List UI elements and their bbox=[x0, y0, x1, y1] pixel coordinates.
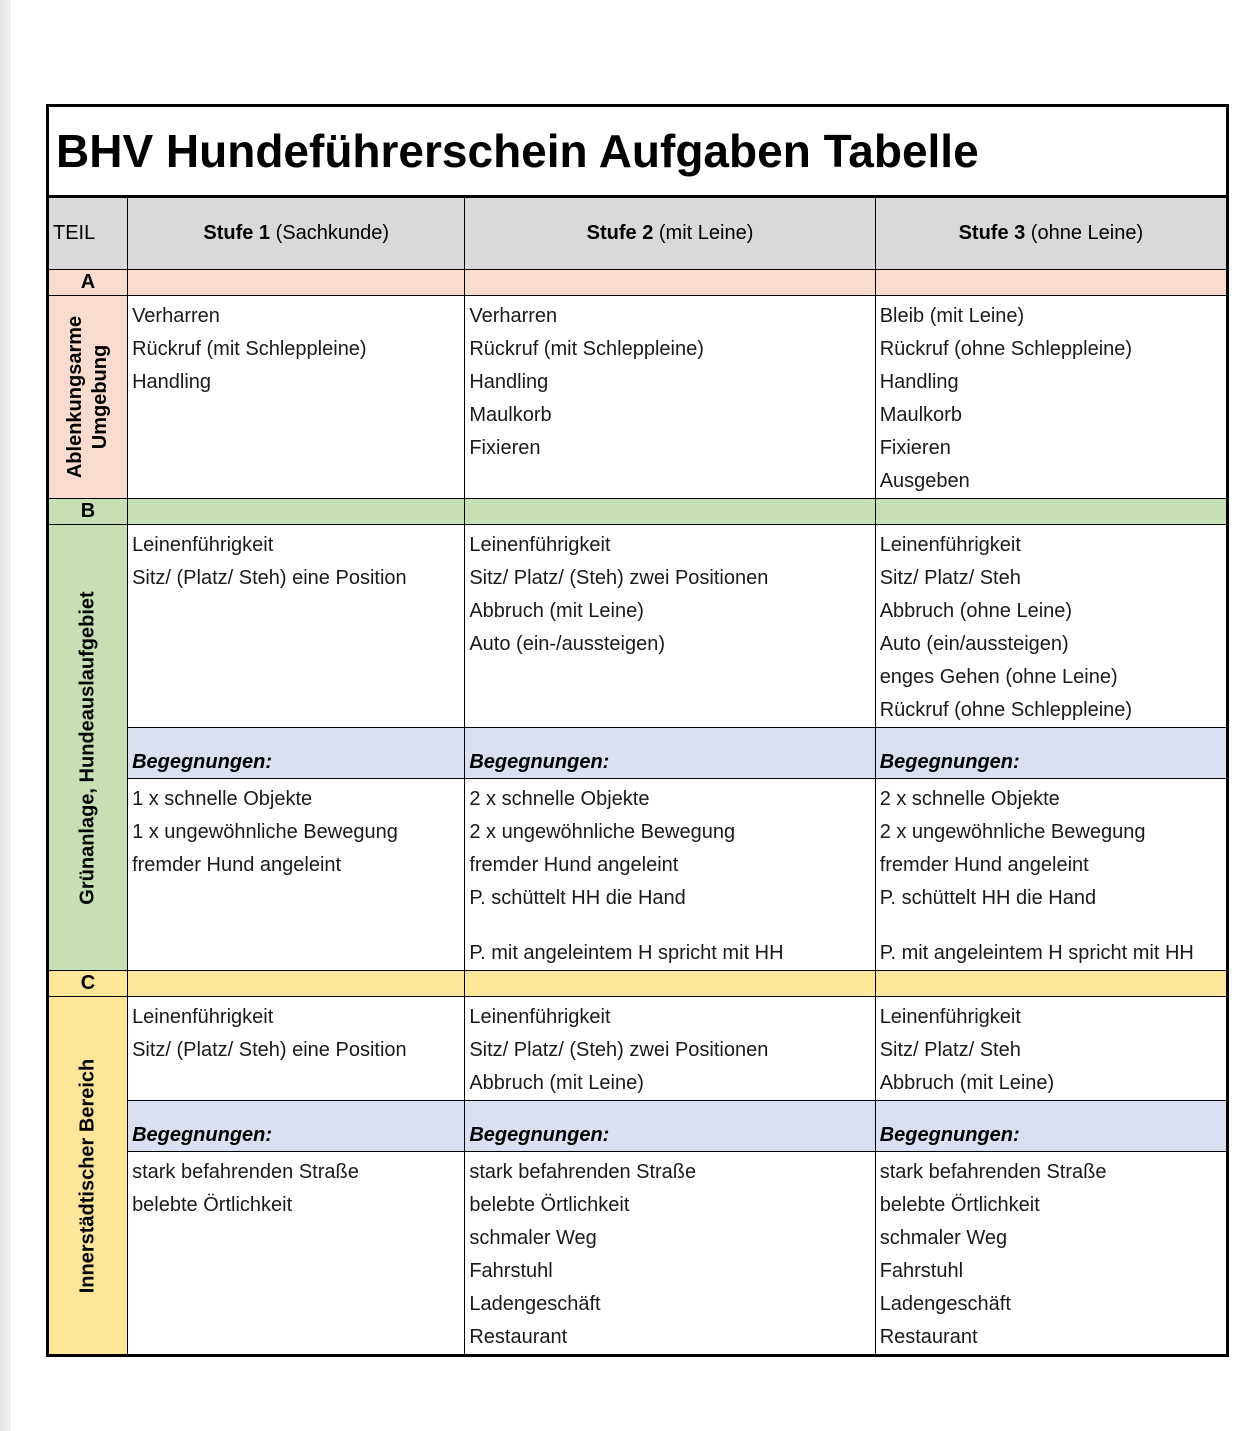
section-a-letter: A bbox=[48, 270, 128, 296]
section-b-begegnungen-row bbox=[48, 728, 1228, 779]
list-item: Verharren bbox=[132, 305, 220, 327]
section-c-stufe-1-cell bbox=[128, 997, 465, 1101]
list-item: Sitz/ (Platz/ Steh) eine Position bbox=[132, 567, 407, 589]
page-edge-strip bbox=[0, 0, 11, 1431]
section-c-row bbox=[48, 971, 1228, 997]
task-list bbox=[128, 525, 464, 595]
task-list bbox=[465, 997, 874, 1100]
task-list bbox=[128, 296, 464, 399]
list-item: stark befahrenden Straße bbox=[879, 1161, 1107, 1183]
list-item: belebte Örtlichkeit bbox=[132, 1194, 293, 1216]
task-list bbox=[465, 525, 874, 661]
list-item: fremder Hund angeleint bbox=[469, 854, 679, 876]
section-a-stufe-2-cell bbox=[465, 296, 875, 499]
task-list bbox=[465, 296, 874, 465]
section-a-side-label bbox=[48, 296, 128, 499]
list-item: fremder Hund angeleint bbox=[132, 854, 342, 876]
section-c-fill bbox=[465, 971, 875, 997]
header-stufe-2 bbox=[465, 197, 875, 270]
list-item: Rückruf (ohne Schleppleine) bbox=[879, 338, 1133, 360]
list-item: Bleib (mit Leine) bbox=[879, 305, 1025, 327]
list-item: Ladengeschäft bbox=[469, 1293, 601, 1315]
list-item: Handling bbox=[879, 371, 959, 393]
list-item: Leinenführigkeit bbox=[132, 1006, 274, 1028]
encounter-list bbox=[465, 1152, 874, 1354]
list-item: Sitz/ Platz/ Steh bbox=[879, 1039, 1021, 1061]
list-item: Sitz/ Platz/ Steh bbox=[879, 567, 1021, 589]
section-c-beg-stufe-2-cell bbox=[465, 1152, 875, 1356]
section-b-row bbox=[48, 499, 1228, 525]
section-a-stufe-3-cell bbox=[875, 296, 1227, 499]
list-item: Sitz/ (Platz/ Steh) eine Position bbox=[132, 1039, 407, 1061]
list-item: Maulkorb bbox=[879, 404, 962, 426]
list-item: Leinenführigkeit bbox=[132, 534, 274, 556]
list-item: 1 x ungewöhnliche Bewegung bbox=[132, 821, 398, 843]
list-item: 1 x schnelle Objekte bbox=[132, 788, 313, 810]
section-a-side-line1: Ablenkungsarme bbox=[64, 315, 87, 479]
header-stufe-3-bold: Stufe 3 bbox=[958, 222, 1026, 244]
list-item: P. schüttelt HH die Hand bbox=[469, 887, 686, 909]
list-item: Rückruf (mit Schleppleine) bbox=[132, 338, 367, 360]
list-item: Handling bbox=[132, 371, 212, 393]
section-a-content-row bbox=[48, 296, 1228, 499]
encounter-list bbox=[128, 779, 464, 882]
section-c-side-label bbox=[48, 997, 128, 1356]
section-b-stufe-1-cell bbox=[128, 525, 465, 728]
section-c-content-row bbox=[48, 997, 1228, 1101]
section-a-stufe-1-cell bbox=[128, 296, 465, 499]
header-stufe-1-bold: Stufe 1 bbox=[203, 222, 271, 244]
list-item: Fixieren bbox=[469, 437, 541, 459]
encounter-list bbox=[876, 1152, 1226, 1354]
begegnungen-label: Begegnungen: bbox=[469, 1124, 610, 1146]
list-item: stark befahrenden Straße bbox=[132, 1161, 359, 1183]
section-a-side-line2: Umgebung bbox=[89, 344, 112, 450]
list-item: Leinenführigkeit bbox=[879, 534, 1021, 556]
list-item: Auto (ein/aussteigen) bbox=[879, 633, 1069, 655]
header-stufe-2-rest: (mit Leine) bbox=[653, 222, 754, 244]
list-item: P. mit angeleintem H spricht mit HH bbox=[469, 942, 784, 964]
section-b-begegnungen-content-row bbox=[48, 779, 1228, 971]
section-b-stufe-3-cell bbox=[875, 525, 1227, 728]
section-b-fill bbox=[465, 499, 875, 525]
list-item: stark befahrenden Straße bbox=[469, 1161, 697, 1183]
section-c-stufe-3-cell bbox=[875, 997, 1227, 1101]
section-a-fill bbox=[875, 270, 1227, 296]
list-item: Leinenführigkeit bbox=[879, 1006, 1021, 1028]
list-item: schmaler Weg bbox=[469, 1227, 597, 1249]
section-c-stufe-2-cell bbox=[465, 997, 875, 1101]
section-b-fill bbox=[875, 499, 1227, 525]
list-item: enges Gehen (ohne Leine) bbox=[879, 666, 1118, 688]
section-a-fill bbox=[128, 270, 465, 296]
list-item: Auto (ein-/aussteigen) bbox=[469, 633, 666, 655]
list-item: Leinenführigkeit bbox=[469, 534, 611, 556]
list-item: Restaurant bbox=[879, 1326, 978, 1348]
header-row bbox=[48, 197, 1228, 270]
list-item: Ladengeschäft bbox=[879, 1293, 1011, 1315]
list-item: Maulkorb bbox=[469, 404, 552, 426]
list-item: 2 x ungewöhnliche Bewegung bbox=[879, 821, 1146, 843]
section-b-beg-stufe-2-cell bbox=[465, 779, 875, 971]
list-item: 2 x schnelle Objekte bbox=[879, 788, 1060, 810]
encounter-list bbox=[128, 1152, 464, 1222]
page-title: BHV Hundeführerschein Aufgaben Tabelle bbox=[48, 106, 1228, 197]
list-item: Handling bbox=[469, 371, 549, 393]
list-item: fremder Hund angeleint bbox=[879, 854, 1089, 876]
list-item: P. schüttelt HH die Hand bbox=[879, 887, 1097, 909]
list-item: Restaurant bbox=[469, 1326, 568, 1348]
section-c-beg-stufe-3-cell bbox=[875, 1152, 1227, 1356]
list-item: Fahrstuhl bbox=[879, 1260, 964, 1282]
list-item: Leinenführigkeit bbox=[469, 1006, 611, 1028]
list-item: Sitz/ Platz/ (Steh) zwei Positionen bbox=[469, 567, 769, 589]
task-list bbox=[876, 997, 1226, 1100]
title-row bbox=[48, 106, 1228, 197]
list-item: Abbruch (mit Leine) bbox=[469, 1072, 644, 1094]
list-item: P. mit angeleintem H spricht mit HH bbox=[879, 942, 1194, 964]
section-b-side-label bbox=[48, 525, 128, 971]
section-a-fill bbox=[465, 270, 875, 296]
list-item: Abbruch (mit Leine) bbox=[879, 1072, 1055, 1094]
list-item: 2 x schnelle Objekte bbox=[469, 788, 650, 810]
begegnungen-label: Begegnungen: bbox=[879, 751, 1020, 773]
list-item: Abbruch (mit Leine) bbox=[469, 600, 644, 622]
header-stufe-3 bbox=[875, 197, 1227, 270]
list-item: belebte Örtlichkeit bbox=[879, 1194, 1040, 1216]
begegnungen-label: Begegnungen: bbox=[132, 1124, 273, 1146]
list-item: schmaler Weg bbox=[879, 1227, 1008, 1249]
list-item: Sitz/ Platz/ (Steh) zwei Positionen bbox=[469, 1039, 769, 1061]
list-item: Abbruch (ohne Leine) bbox=[879, 600, 1073, 622]
section-c-beg-stufe-1-cell bbox=[128, 1152, 465, 1356]
header-teil: TEIL bbox=[48, 197, 128, 270]
task-list bbox=[876, 296, 1226, 498]
section-c-fill bbox=[875, 971, 1227, 997]
section-b-side-text: Grünanlage, Hundeauslaufgebiet bbox=[76, 590, 99, 905]
section-c-begegnungen-row bbox=[48, 1101, 1228, 1152]
section-c-begegnungen-content-row bbox=[48, 1152, 1228, 1356]
section-c-side-text: Innerstädtischer Bereich bbox=[76, 1058, 99, 1293]
header-stufe-1 bbox=[128, 197, 465, 270]
section-b-letter: B bbox=[48, 499, 128, 525]
list-item: Fixieren bbox=[879, 437, 951, 459]
encounter-list bbox=[876, 779, 1226, 970]
section-c-fill bbox=[128, 971, 465, 997]
list-item: Rückruf (mit Schleppleine) bbox=[469, 338, 704, 360]
list-item: Rückruf (ohne Schleppleine) bbox=[879, 699, 1133, 721]
begegnungen-label: Begegnungen: bbox=[879, 1124, 1020, 1146]
header-stufe-1-rest: (Sachkunde) bbox=[270, 222, 390, 244]
section-b-beg-stufe-3-cell bbox=[875, 779, 1227, 971]
list-item: Ausgeben bbox=[879, 470, 970, 492]
task-table bbox=[46, 104, 1229, 1357]
header-stufe-3-rest: (ohne Leine) bbox=[1025, 222, 1144, 244]
section-b-content-row bbox=[48, 525, 1228, 728]
begegnungen-label: Begegnungen: bbox=[132, 751, 273, 773]
list-item: Fahrstuhl bbox=[469, 1260, 553, 1282]
section-b-fill bbox=[128, 499, 465, 525]
section-b-beg-stufe-1-cell bbox=[128, 779, 465, 971]
section-b-stufe-2-cell bbox=[465, 525, 875, 728]
list-item: belebte Örtlichkeit bbox=[469, 1194, 630, 1216]
begegnungen-label: Begegnungen: bbox=[469, 751, 610, 773]
task-list bbox=[128, 997, 464, 1067]
list-item: Verharren bbox=[469, 305, 558, 327]
header-stufe-2-bold: Stufe 2 bbox=[586, 222, 654, 244]
task-list bbox=[876, 525, 1226, 727]
section-c-letter: C bbox=[48, 971, 128, 997]
encounter-list bbox=[465, 779, 874, 970]
section-a-row bbox=[48, 270, 1228, 296]
list-item: 2 x ungewöhnliche Bewegung bbox=[469, 821, 736, 843]
